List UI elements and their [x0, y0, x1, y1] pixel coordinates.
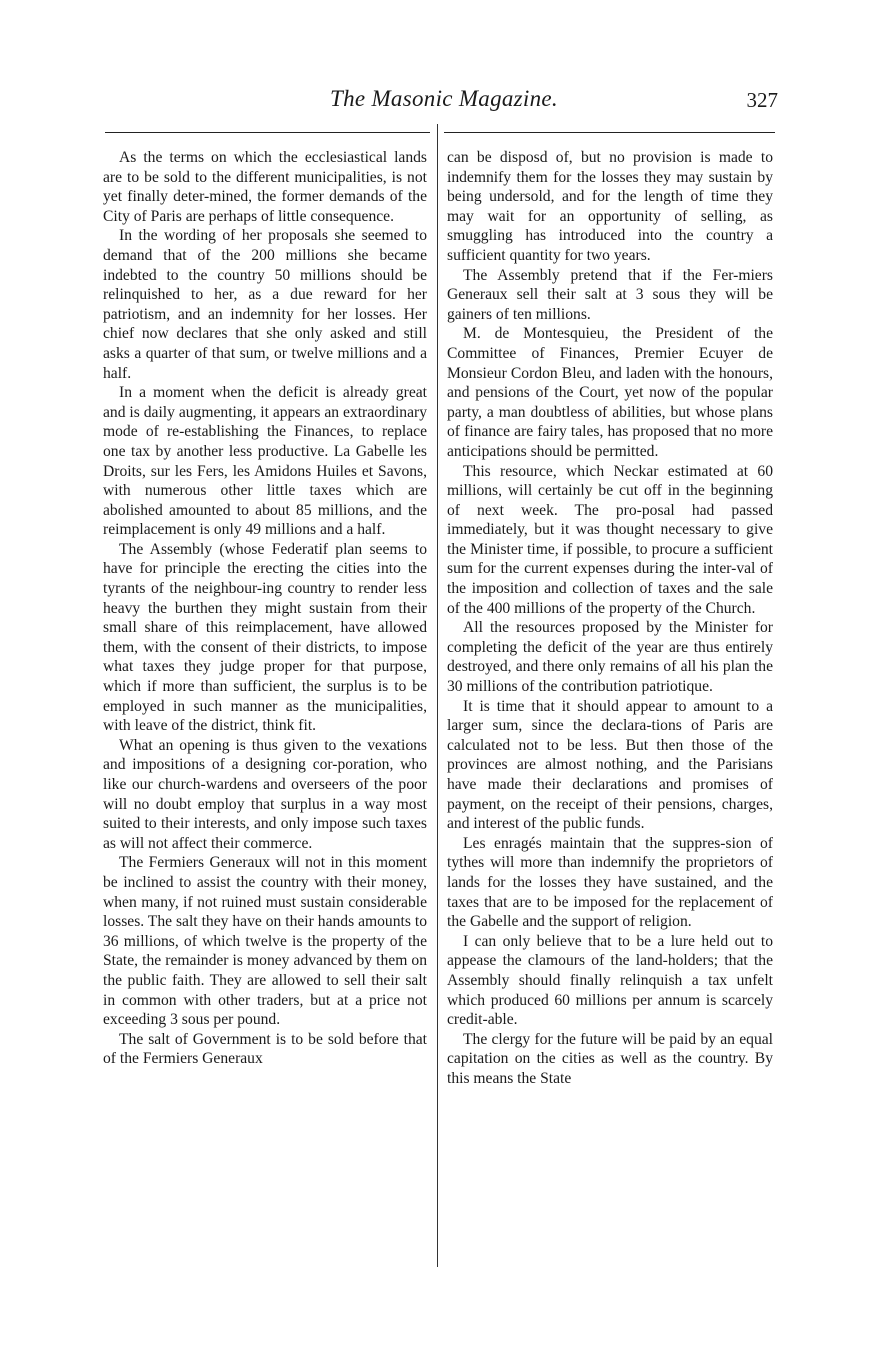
- paragraph: As the terms on which the ecclesiastical lands are to be sold to the different municipalities, is not yet finally deter-mined, the former demands of the City of Paris are perhaps of little consequence.: [103, 149, 427, 225]
- left-column: [103, 148, 427, 1069]
- paragraph: This resource, which Neckar estimated at 60 millions, will certainly be cut off in the beginning of next week. The pro-posal had passed immediately, but it was thought necessary to give the Minister time, if possible, to procure a sufficient sum for the current expenses during the inter-val of the imposition and collection of taxes and the sale of the 400 millions of the property of the Church.: [447, 462, 773, 617]
- paragraph: All the resources proposed by the Minister for completing the deficit of the year are thus entirely destroyed, and there only remains of all his plan the 30 millions of the contribution patriotique.: [447, 619, 773, 696]
- column-divider: [437, 124, 438, 1267]
- paragraph: In the wording of her proposals she seemed to demand that of the 200 millions she became indebted to the country 50 millions should be relinquished to her, as a due reward for her patriotism, and an indemnity for her losses. Her chief now declares that she only asked and still asks a quarter of that sum, or twelve millions and a half.: [103, 227, 427, 382]
- paragraph: It is time that it should appear to amount to a larger sum, since the declara-tions of Paris are calculated not to be less. But then those of the provinces are almost nothing, and the Parisians have made their declarations and promises of payment, on the receipt of their pensions, charges, and interest of the public funds.: [447, 697, 773, 833]
- paragraph: The Fermiers Generaux will not in this moment be inclined to assist the country with their money, when many, if not ruined must sustain considerable losses. The salt they have on their hands amounts to 36 millions, of which twelve is the property of the State, the remainder is money advanced by them on the public faith. They are allowed to sell their salt in common with other traders, but at a price not exceeding 3 sous per pound.: [103, 854, 427, 1029]
- paragraph: What an opening is thus given to the vexations and impositions of a designing cor-poration, who like our church-wardens and overseers of the poor will no doubt employ that surplus in a way most suited to their interests, and only impose such taxes as will not affect their commerce.: [103, 736, 427, 852]
- paragraph: The salt of Government is to be sold before that of the Fermiers Generaux: [103, 1030, 427, 1068]
- right-column: [447, 148, 773, 1089]
- paragraph: I can only believe that to be a lure held out to appease the clamours of the land-holders; that the Assembly should finally relinquish a tax unfelt which produced 60 millions per annum is scarcely credit-able.: [447, 932, 773, 1029]
- page-header: [112, 86, 776, 120]
- paragraph: The clergy for the future will be paid by an equal capitation on the cities as well as the country. By this means the State: [447, 1030, 773, 1087]
- paragraph: Les enragés maintain that the suppres-sion of tythes will more than indemnify the proprietors of lands for the losses they have sustained, and the taxes that are to be imposed for the replacement of the Gabelle and the support of religion.: [447, 834, 773, 931]
- header-rule-left: [105, 132, 430, 133]
- paragraph: In a moment when the deficit is already great and is daily augmenting, it appears an extraordinary mode of re-establishing the Finances, to replace one tax by another less productive. La Gabelle les Droits, sur les Fers, les Amidons Huiles et Savons, with numerous other little taxes which are abolished amounted to about 85 millions, and the reimplacement is only 49 millions and a half.: [103, 384, 427, 539]
- running-title: The Masonic Magazine.: [330, 86, 558, 111]
- paragraph: The Assembly pretend that if the Fer-miers Generaux sell their salt at 3 sous they will be gainers of ten millions.: [447, 266, 773, 323]
- header-rule-right: [444, 132, 775, 133]
- paragraph: M. de Montesquieu, the President of the Committee of Finances, Premier Ecuyer de Monsieur Cordon Bleu, and laden with the honours, and pensions of the Court, yet now of the popular party, a man doubtless of abilities, but whose plans of finance are fairy tales, has proposed that no more anticipations should be permitted.: [447, 325, 773, 460]
- page-number: 327: [746, 88, 778, 112]
- paragraph: The Assembly (whose Federatif plan seems to have for principle the erecting the cities into the tyrants of the neighbour-ing country to render less heavy the burthen they might sustain from their small share of this reimplacement, have allowed them, with the consent of their districts, to impose what taxes they judge proper for that purpose, which if more than sufficient, the surplus is to be employed in such manner as the municipalities, with leave of the district, think fit.: [103, 540, 427, 735]
- paragraph: can be disposd of, but no provision is made to indemnify them for the losses they may sustain by being undersold, and for the length of time they may wait for an opportunity of selling, as smuggling has introduced into the country a sufficient quantity for two years.: [447, 149, 773, 264]
